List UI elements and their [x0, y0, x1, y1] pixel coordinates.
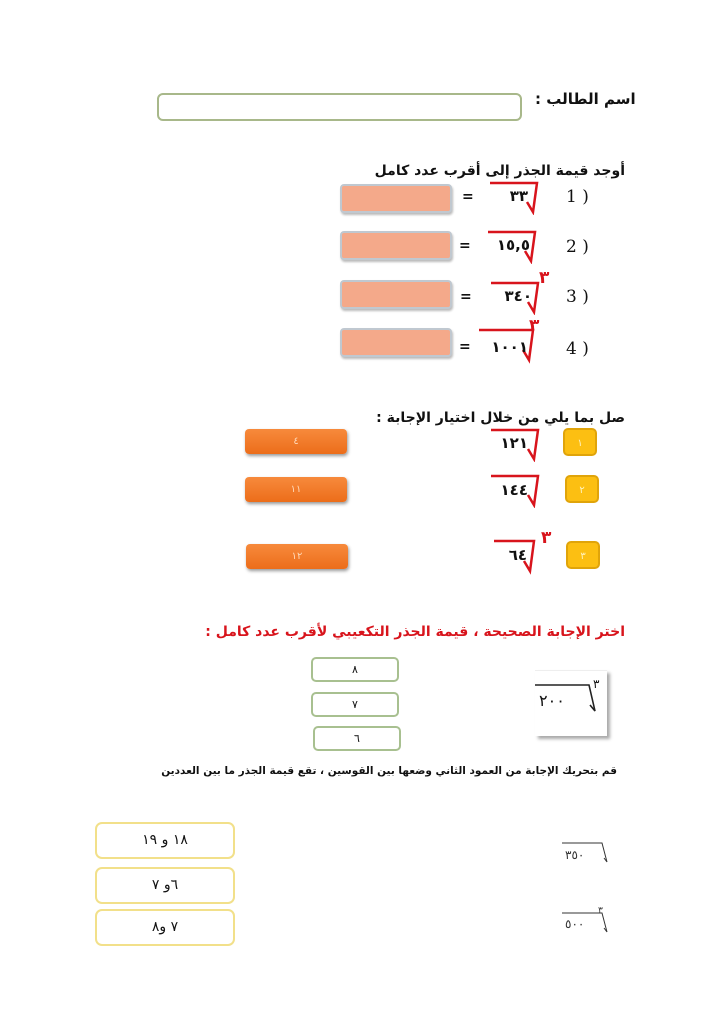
equals-sign: = — [462, 189, 474, 205]
question-number: 3 ) — [566, 287, 589, 307]
match-key-3[interactable]: ٣ — [566, 541, 600, 569]
choice-option-1[interactable]: ٨ — [311, 657, 399, 682]
section1-title: أوجد قيمة الجذر إلى أقرب عدد كامل — [374, 163, 625, 179]
match-answer-3[interactable]: ١٢ — [246, 544, 348, 569]
choice-option-2[interactable]: ٧ — [311, 692, 399, 717]
radicand: ٦٤ — [508, 546, 527, 564]
radicand: ٥٠٠ — [565, 917, 585, 931]
section4-title: قم بتحريك الإجابة من العمود الثاني وضعها بين القوسين ، تقع قيمة الجذر ما بين العددين — [161, 765, 617, 777]
equals-sign: = — [459, 339, 471, 355]
student-name-label: اسم الطالب : — [535, 90, 636, 108]
answer-box-4[interactable] — [340, 328, 452, 357]
range-option-1[interactable]: ١٨ و ١٩ — [95, 822, 235, 859]
section3-title: اختر الإجابة الصحيحة ، قيمة الجذر التكعيبي لأقرب عدد كامل : — [205, 624, 625, 640]
radicand: ٣٤٠ — [504, 287, 532, 305]
root-index: ٣ — [541, 528, 552, 548]
match-answer-1[interactable]: ٤ — [245, 429, 347, 454]
root-index: ٣ — [593, 677, 600, 691]
radicand: ١٠٠١ — [491, 338, 528, 356]
radicand: ١٢١ — [500, 434, 528, 452]
radicand: ٣٣ — [509, 187, 528, 205]
student-name-input[interactable] — [157, 93, 522, 121]
match-key-1[interactable]: ١ — [563, 428, 597, 456]
range-option-3[interactable]: ٧ و٨ — [95, 909, 235, 946]
radicand: ٣٥٠ — [565, 848, 585, 862]
root-index: ٣ — [539, 268, 550, 288]
equals-sign: = — [460, 289, 472, 305]
section2-title: صل بما يلي من خلال اختيار الإجابة : — [376, 410, 625, 426]
question-number: 2 ) — [566, 237, 589, 257]
cube-root-image — [535, 670, 607, 736]
question-number: 4 ) — [566, 339, 589, 359]
answer-box-3[interactable] — [340, 280, 452, 309]
match-answer-2[interactable]: ١١ — [245, 477, 347, 502]
match-key-2[interactable]: ٢ — [565, 475, 599, 503]
question-number: 1 ) — [566, 187, 589, 207]
answer-box-2[interactable] — [340, 231, 452, 260]
root-index: ٣ — [598, 906, 603, 916]
equals-sign: = — [459, 238, 471, 254]
radicand: ١٤٤ — [500, 481, 528, 499]
radicand: ١٥,٥ — [496, 236, 530, 254]
radicand: ٢٠٠ — [539, 691, 565, 710]
choice-option-3[interactable]: ٦ — [313, 726, 401, 751]
answer-box-1[interactable] — [340, 184, 452, 213]
range-option-2[interactable]: ٦و ٧ — [95, 867, 235, 904]
root-index: ٣ — [529, 316, 540, 336]
